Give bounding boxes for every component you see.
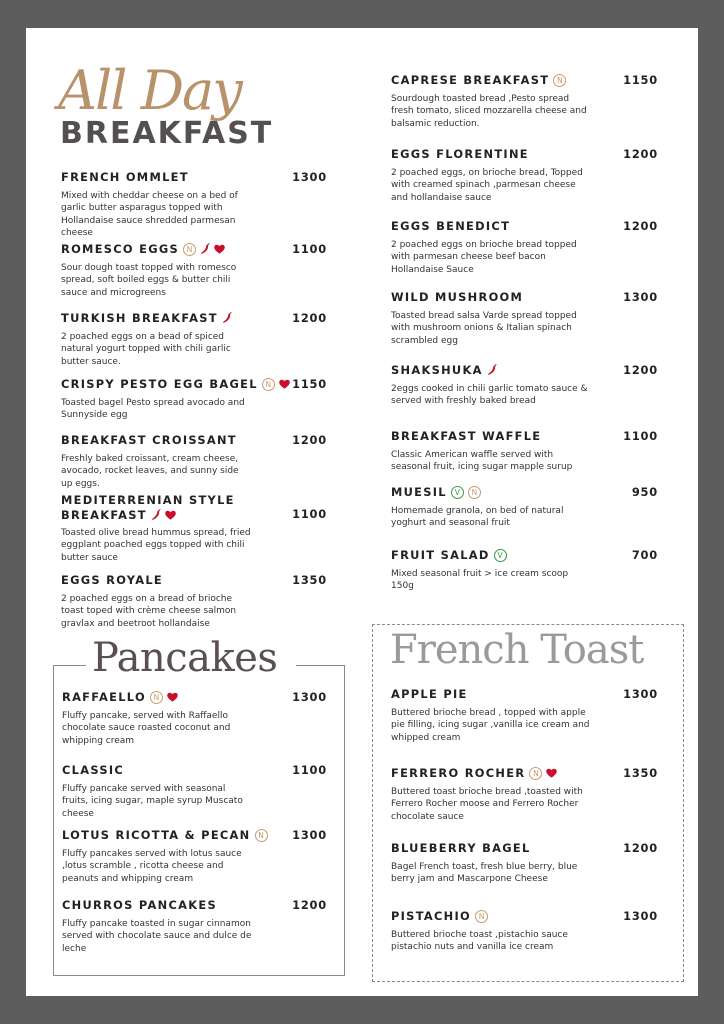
item-price: 1200 — [292, 433, 327, 447]
item-price: 1100 — [292, 507, 327, 521]
item-description: Sour dough toast topped with romesco spread, soft boiled eggs & butter chili sauce and microgreens — [61, 263, 237, 298]
item-description: 2 poached eggs on brioche bread topped with parmesan cheese beef bacon Hollandaise Sauce — [391, 240, 577, 275]
item-name — [391, 909, 658, 924]
chili-icon — [200, 243, 210, 258]
menu-item — [61, 433, 327, 490]
script-title: All Day — [58, 59, 241, 122]
item-price: 1100 — [292, 763, 327, 777]
item-name-text: FRUIT SALAD — [391, 548, 490, 562]
menu-item — [61, 493, 327, 564]
item-description: Toasted bagel Pesto spread avocado and Sunnyside egg — [61, 398, 245, 421]
item-name-text: SHAKSHUKA — [391, 363, 483, 377]
item-name — [61, 311, 327, 327]
item-description: 2 poached eggs on a bread of brioche toast toped with crème cheese salmon gravlax and beetroot hollandaise — [61, 594, 237, 629]
item-price: 1200 — [292, 898, 327, 912]
item-name — [391, 687, 658, 702]
item-name-text: CAPRESE BREAKFAST — [391, 73, 550, 87]
menu-item — [391, 219, 658, 276]
item-name-text: MEDITERRENIAN STYLE — [61, 493, 235, 507]
item-name — [61, 377, 327, 393]
item-name-text-line2: BREAKFAST — [61, 508, 147, 522]
menu-item — [62, 690, 327, 747]
item-price: 1200 — [292, 311, 327, 325]
item-description: Mixed with cheddar cheese on a bed of garlic butter asparagus topped with Hollandaise sauce shredded parmesan cheese — [61, 191, 238, 238]
item-name-text: TURKISH BREAKFAST — [61, 311, 218, 325]
item-name-text: RAFFAELLO — [62, 690, 146, 704]
item-description: Buttered brioche bread , topped with apple pie filling, icing sugar ,vanilla ice cream and whipped cream — [391, 708, 590, 743]
item-name-text: FERRERO ROCHER — [391, 766, 526, 780]
chili-icon — [487, 364, 497, 379]
item-description: Fluffy pancakes served with lotus sauce ,lotus scramble , ricotta cheese and peanuts and whipping cream — [62, 849, 242, 884]
item-name — [61, 433, 327, 448]
menu-item — [61, 377, 327, 422]
french-toast-title: French Toast — [390, 627, 644, 673]
item-description: Sourdough toasted bread ,Pesto spread fresh tomato, sliced mozzarella cheese and balsamic reduction. — [391, 94, 587, 129]
menu-item — [391, 548, 658, 593]
item-name-text: MUESIL — [391, 485, 447, 499]
item-description: Classic American waffle served with seasonal fruit, icing sugar mapple surup — [391, 450, 573, 473]
item-price: 1150 — [623, 73, 658, 87]
menu-item — [391, 73, 658, 130]
item-price: 1100 — [623, 429, 658, 443]
item-name-text: ROMESCO EGGS — [61, 242, 180, 256]
item-name-text: BREAKFAST WAFFLE — [391, 429, 542, 443]
heart-icon — [214, 243, 225, 258]
item-name — [391, 766, 658, 782]
item-name — [391, 485, 658, 500]
item-name — [62, 828, 327, 843]
nut-icon: N — [468, 486, 481, 499]
menu-item — [391, 687, 658, 744]
item-name — [391, 73, 658, 88]
menu-page — [26, 28, 698, 996]
menu-item — [391, 909, 658, 954]
item-price: 1350 — [292, 573, 327, 587]
item-name — [62, 763, 327, 778]
item-price: 1300 — [623, 687, 658, 701]
item-name-text: EGGS FLORENTINE — [391, 147, 529, 161]
item-price: 1300 — [292, 828, 327, 842]
menu-item — [391, 290, 658, 347]
item-description: Bagel French toast, fresh blue berry, blue berry jam and Mascarpone Cheese — [391, 862, 578, 885]
menu-item — [391, 429, 658, 474]
item-price: 1350 — [623, 766, 658, 780]
item-description: Buttered toast brioche bread ,toasted with Ferrero Rocher moose and Ferrero Rocher chocolate sauce — [391, 787, 583, 822]
item-name-text: LOTUS RICOTTA & PECAN — [62, 828, 251, 842]
item-description: 2 poached eggs, on brioche bread, Topped with creamed spinach ,parmesan cheese and hollandaise sauce — [391, 168, 583, 203]
item-description: Fluffy pancake, served with Raffaello chocolate sauce roasted coconut and whipping cream — [62, 711, 231, 746]
item-description: Fluffy pancake served with seasonal fruits, icing sugar, maple syrup Muscato cheese — [62, 784, 243, 819]
nut-icon: N — [553, 74, 566, 87]
item-price: 950 — [631, 485, 658, 499]
item-name-text: CRISPY PESTO EGG BAGEL — [61, 377, 258, 391]
item-price: 1200 — [623, 219, 658, 233]
menu-item — [61, 311, 327, 368]
item-name — [61, 170, 327, 185]
menu-item — [391, 485, 658, 530]
item-name — [391, 548, 658, 563]
heart-icon — [546, 767, 557, 782]
item-name — [62, 690, 327, 706]
item-description: 2 poached eggs on a bead of spiced natural yogurt topped with chili garlic butter sauce. — [61, 332, 231, 367]
item-price: 1200 — [623, 363, 658, 377]
item-name-text: EGGS BENEDICT — [391, 219, 511, 233]
item-description: Homemade granola, on bed of natural yoghurt and seasonal fruit — [391, 506, 564, 529]
item-description: Freshly baked croissant, cream cheese, avocado, rocket leaves, and sunny side up eggs. — [61, 454, 239, 489]
heart-icon — [165, 509, 176, 524]
item-name — [61, 242, 327, 258]
item-name — [391, 290, 658, 305]
item-price: 700 — [631, 548, 658, 562]
item-price: 1300 — [623, 290, 658, 304]
item-description: Buttered brioche toast ,pistachio sauce pistachio nuts and vanilla ice cream — [391, 930, 568, 953]
item-description: Toasted bread salsa Varde spread topped with mushroom onions & Italian spinach scrambled egg — [391, 311, 577, 346]
item-name — [391, 363, 658, 379]
item-name-text: WILD MUSHROOM — [391, 290, 524, 304]
page-title: BREAKFAST — [60, 116, 274, 151]
menu-item — [391, 766, 658, 823]
item-name-text: BREAKFAST CROISSANT — [61, 433, 237, 447]
item-name-text: FRENCH OMMLET — [61, 170, 189, 184]
item-name — [61, 573, 327, 588]
menu-item — [61, 242, 327, 299]
item-description: Mixed seasonal fruit > ice cream scoop 150g — [391, 569, 569, 592]
heart-icon — [279, 378, 290, 393]
item-price: 1300 — [292, 170, 327, 184]
item-name — [62, 898, 327, 913]
vegan-icon: V — [451, 486, 464, 499]
item-name — [391, 147, 658, 162]
item-price: 1200 — [623, 841, 658, 855]
nut-icon: N — [183, 243, 196, 256]
item-description: Toasted olive bread hummus spread, fried eggplant poached eggs topped with chili butter sauce — [61, 528, 251, 563]
menu-item — [391, 841, 658, 886]
menu-item — [62, 828, 327, 885]
chili-icon — [151, 509, 161, 524]
menu-item — [62, 898, 327, 955]
item-name-text: CHURROS PANCAKES — [62, 898, 217, 912]
item-price: 1300 — [292, 690, 327, 704]
item-name-text: CLASSIC — [62, 763, 125, 777]
item-name — [391, 429, 658, 444]
item-name — [61, 493, 327, 524]
item-price: 1200 — [623, 147, 658, 161]
nut-icon: N — [255, 829, 268, 842]
menu-item — [61, 573, 327, 630]
item-name-text: APPLE PIE — [391, 687, 468, 701]
item-price: 1300 — [623, 909, 658, 923]
menu-item — [61, 170, 327, 239]
nut-icon: N — [475, 910, 488, 923]
item-name-text: EGGS ROYALE — [61, 573, 164, 587]
menu-item — [391, 363, 658, 408]
item-price: 1100 — [292, 242, 327, 256]
menu-item — [62, 763, 327, 820]
chili-icon — [222, 312, 232, 327]
vegan-icon: V — [494, 549, 507, 562]
item-description: Fluffy pancake toasted in sugar cinnamon served with chocolate sauce and dulce de leche — [62, 919, 252, 954]
nut-icon: N — [150, 691, 163, 704]
nut-icon: N — [529, 767, 542, 780]
item-price: 1150 — [292, 377, 327, 391]
item-name — [391, 841, 658, 856]
menu-item — [391, 147, 658, 204]
heart-icon — [167, 691, 178, 706]
nut-icon: N — [262, 378, 275, 391]
item-name — [391, 219, 658, 234]
item-description: 2eggs cooked in chili garlic tomato sauce & served with freshly baked bread — [391, 384, 588, 407]
pancakes-title: Pancakes — [92, 635, 278, 681]
item-name-text: BLUEBERRY BAGEL — [391, 841, 531, 855]
item-name-text: PISTACHIO — [391, 909, 472, 923]
